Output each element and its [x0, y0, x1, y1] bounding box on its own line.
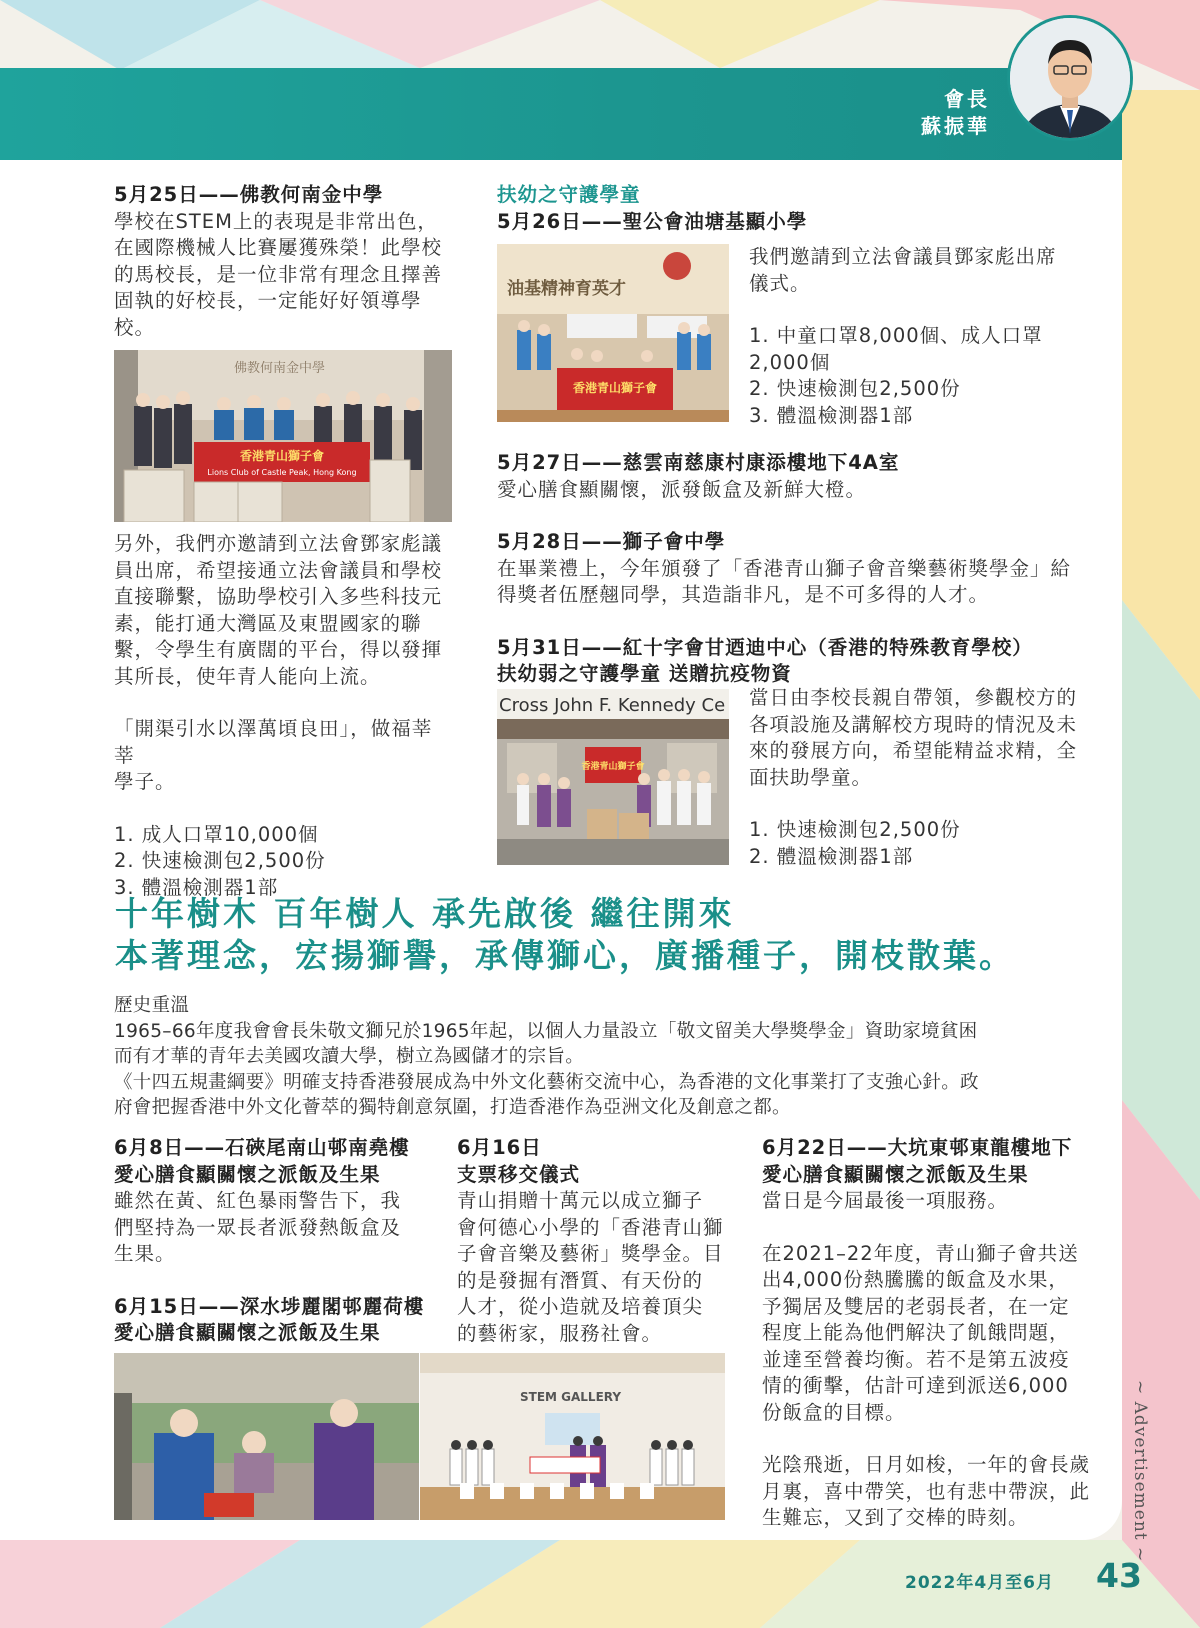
photo-banner-english: Lions Club of Castle Peak, Hong Kong: [207, 468, 357, 477]
paragraph-may26: 我們邀請到立法會議員鄧家彪出席 儀式。: [749, 245, 1057, 295]
paragraph-may25-3: 「開渠引水以澤萬頃良田」，做福莘莘 學子。: [114, 717, 433, 793]
list-item: 3. 體溫檢測器1部: [749, 403, 914, 427]
subheading-jun15: 愛心膳食顯關懷之派飯及生果: [114, 1321, 381, 1344]
subheading-may31: 扶幼弱之守護學童 送贈抗疫物資: [497, 662, 792, 685]
paragraph-jun22-2: 在2021–22年度，青山獅子會共送 出4,000份熱騰騰的飯盒及水果， 予獨居及雙居的老弱長者，在一定 程度上能為他們解決了飢餓問題， 並達至營養均衡。若不是第五波疫 情的衝擊，估計可達到派送6,000 份飯盒的目標。: [762, 1241, 1079, 1424]
heading-jun15: 6月15日——深水埗麗閣邨麗荷樓: [114, 1294, 425, 1318]
advertisement-label: ~ Advertisement ~: [1130, 1380, 1150, 1563]
list-item: 1. 快速檢測包2,500份: [749, 818, 961, 841]
list-item: 2. 快速檢測包2,500份: [114, 849, 326, 872]
photo-cheque-ceremony: [420, 1353, 725, 1520]
history-line: 而有才華的青年去美國攻讀大學，樹立為國儲才的宗旨。: [114, 1046, 585, 1067]
history-line: 府會把握香港中外文化薈萃的獨特創意氛圍，打造香港作為亞洲文化及創意之都。: [114, 1097, 791, 1118]
column-1: [114, 182, 449, 341]
heading-jun22: 6月22日——大坑東邨東龍樓地下: [762, 1136, 1073, 1159]
president-role: 會長: [944, 87, 990, 111]
paragraph-may28: 在畢業禮上，今年頒發了「香港青山獅子會音樂藝術獎學金」給 得獎者伍歷翹同學，其造詣非凡，是不可多得的人才。: [497, 556, 1072, 606]
photo-banner-text: 香港青山獅子會: [581, 762, 645, 772]
paragraph-may31: 當日由李校長親自帶領，參觀校方的 各項設施及講解校方現時的情況及未 來的發展方向，希望能精益求精，全 面扶助學童。: [749, 686, 1078, 789]
heading-may31: 5月31日——紅十字會甘迺迪中心（香港的特殊教育學校）: [497, 635, 1033, 659]
photo-wall-text: 佛教何南金中學: [234, 361, 326, 376]
photo-kennedy-centre: [497, 689, 729, 865]
photo-food-distribution: [114, 1353, 419, 1520]
paragraph-jun22-3: 光陰飛逝，日月如梭，一年的會長歲 月裏，喜中帶笑，也有悲中帶淚，此 生難忘，又到了交棒的時刻。: [762, 1453, 1091, 1529]
column-2-middle: [497, 450, 1107, 688]
column-1-lower: [114, 531, 449, 901]
heading-may27: 5月27日——慈雲南慈康村康添樓地下4A室: [497, 451, 900, 474]
photo-yau-tong-school: [497, 244, 729, 422]
list-item: 2. 快速檢測包2,500份: [749, 377, 961, 400]
subheading-jun16: 支票移交儀式: [457, 1162, 581, 1186]
president-caption: [921, 86, 990, 140]
photo-sign-text: Cross John F. Kennedy Ce: [499, 695, 726, 716]
column-2-may31-text: [749, 685, 1099, 870]
slogan-line-2: 本著理念，宏揚獅譽，承傳獅心，廣播種子，開枝散葉。: [115, 936, 1015, 975]
column-2-may26-text: [749, 244, 1099, 429]
photo-gallery-sign: STEM GALLERY: [520, 1390, 622, 1404]
paragraph-may25-1: 學校在STEM上的表現是非常出色， 在國際機械人比賽屢獲殊榮！此學校 的馬校長，是一位非常有理念且擇善 固執的好校長，一定能好好領導學 校。: [114, 209, 443, 339]
list-may26: [749, 323, 1099, 429]
photo-banner-text: 香港青山獅子會: [572, 381, 658, 395]
bottom-column-1: [114, 1135, 434, 1347]
list-item: 1. 中童口罩8,000個、成人口罩: [749, 324, 1043, 347]
paragraph-may25-2: 另外，我們亦邀請到立法會鄧家彪議 員出席，希望接通立法會議員和學校 直接聯繫，協助學校引入多些科技元 素，能打通大灣區及東盟國家的聯 繫，令學生有廣闊的平台，得以發揮 其所長，使年青人能向上流。: [114, 532, 443, 688]
list-item: 2,000個: [749, 350, 831, 374]
subheading-jun8: 愛心膳食顯關懷之派飯及生果: [114, 1162, 381, 1186]
list-item: 1. 成人口罩10,000個: [114, 822, 319, 846]
president-name: 蘇振華: [921, 114, 990, 138]
issue-date: 2022年4月至6月: [905, 1573, 1054, 1593]
paragraph-jun8: 雖然在黃、紅色暴雨警告下，我 們堅持為一眾長者派發熱飯盒及 生果。: [114, 1189, 402, 1265]
paragraph-may27: 愛心膳食顯關懷，派發飯盒及新鮮大橙。: [497, 477, 867, 501]
heading-jun16: 6月16日: [457, 1136, 542, 1159]
history-section: [114, 993, 1104, 1121]
bottom-column-3: [762, 1135, 1107, 1532]
section-title-guard: 扶幼之守護學童: [497, 183, 641, 206]
bottom-column-2: [457, 1135, 737, 1347]
heading-may25: 5月25日——佛教何南金中學: [114, 183, 384, 206]
subheading-jun22: 愛心膳食顯關懷之派飯及生果: [762, 1162, 1029, 1186]
slogan-line-1: 十年樹木 百年樹人 承先啟後 繼往開來: [115, 894, 735, 933]
page-number: 43: [1096, 1556, 1142, 1595]
history-title: 歷史重溫: [114, 995, 190, 1016]
list-item: 2. 體溫檢測器1部: [749, 844, 914, 868]
history-line: 1965–66年度我會會長朱敬文獅兄於1965年起，以個人力量設立「敬文留美大學獎學金」資助家境貧困: [114, 1020, 978, 1042]
heading-may28: 5月28日——獅子會中學: [497, 530, 726, 553]
paragraph-jun22-1: 當日是今屆最後一項服務。: [762, 1189, 1009, 1212]
list-item: 3. 體溫檢測器1部: [114, 875, 279, 899]
history-line: 《十四五規畫綱要》明確支持香港發展成為中外文化藝術交流中心，為香港的文化事業打了支強心針。政: [114, 1071, 979, 1093]
heading-may26: 5月26日——聖公會油塘基顯小學: [497, 209, 808, 233]
president-avatar: [1010, 18, 1130, 138]
list-may31: [749, 817, 1099, 870]
column-2-top: [497, 182, 1097, 235]
photo-buddhist-school: [114, 350, 452, 522]
photo-banner-chinese: 香港青山獅子會: [239, 449, 325, 463]
paragraph-jun16: 青山捐贈十萬元以成立獅子 會何德心小學的「香港青山獅 子會音樂及藝術」獎學金。目 的是發掘有潛質、有天份的 人才，從小造就及培養頂尖 的藝術家，服務社會。: [457, 1189, 724, 1345]
list-may25: [114, 822, 449, 902]
heading-jun8: 6月8日——石硤尾南山邨南堯樓: [114, 1136, 410, 1159]
photo-wall-slogan: 油基精神育英才: [507, 279, 626, 299]
